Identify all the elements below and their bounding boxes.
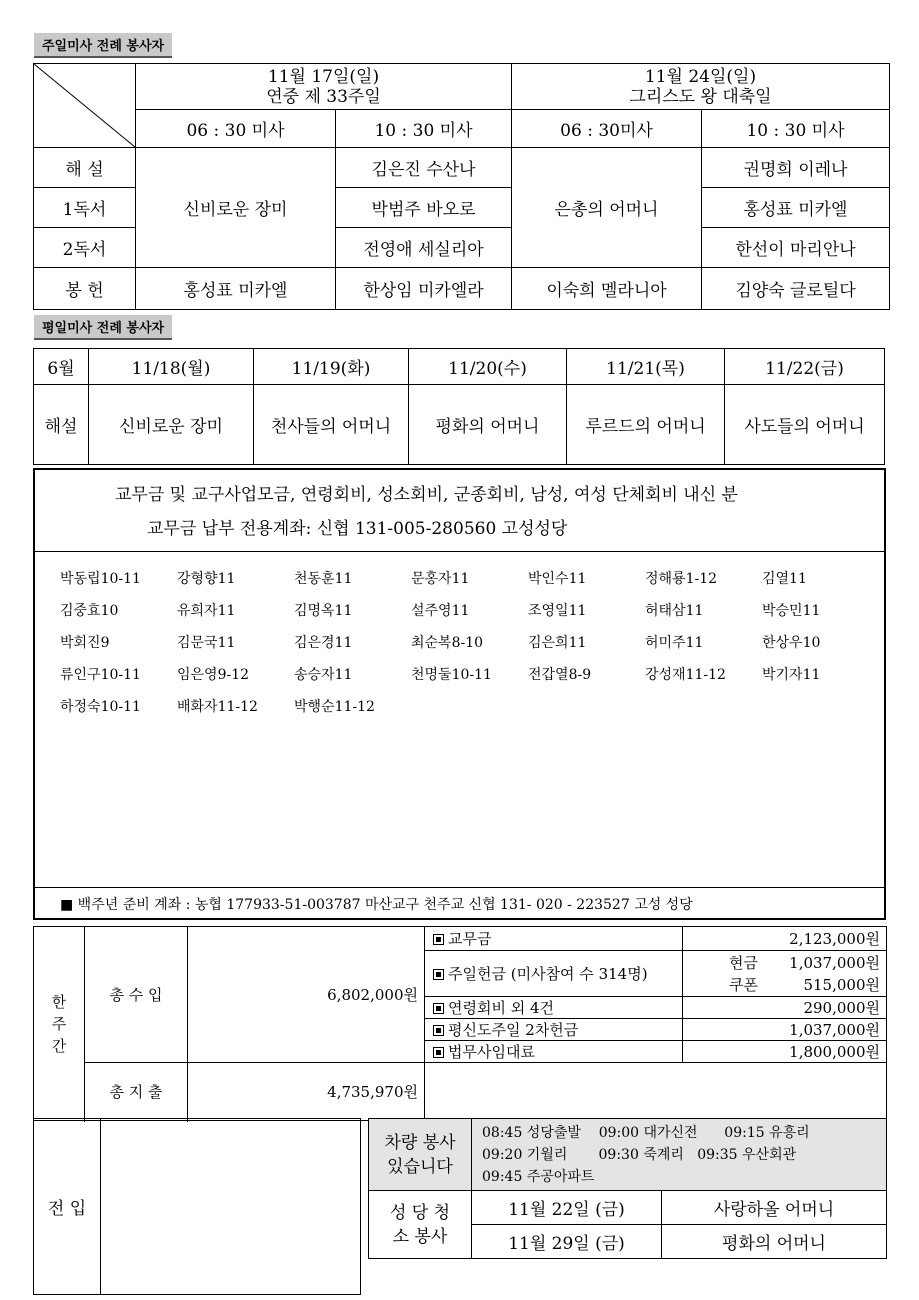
cleaning-group: 평화의 어머니 xyxy=(662,1225,887,1259)
donation-box xyxy=(33,468,886,920)
weekday-name: 루르드의 어머니 xyxy=(567,385,725,465)
donor-name: 박승민11 xyxy=(762,603,821,619)
donor-name: 최순복8-10 xyxy=(411,635,484,651)
finance-amount: 현금 1,037,000원 쿠폰 515,000원 xyxy=(683,951,887,997)
finance-item: 법무사임대료 xyxy=(425,1041,683,1063)
weekday-date: 11/19(화) xyxy=(254,349,409,385)
sunday-mass-table xyxy=(33,63,890,310)
weekday-date: 11/20(수) xyxy=(409,349,567,385)
sunday-cell: 김양숙 글로틸다 xyxy=(702,268,890,310)
vehicle-label: 차량 봉사 있습니다 xyxy=(369,1119,472,1191)
weekday-name: 신비로운 장미 xyxy=(89,385,254,465)
vehicle-schedule: 08:45 성당출발 09:00 대가신전 09:15 유흥리 09:20 기월리 09:30 죽계리 09:35 우산회관 09:45 주공아파트 xyxy=(472,1119,887,1191)
sunday-date-1: 11월 17일(일) 연중 제 33주일 xyxy=(136,64,512,110)
donor-name: 김문국11 xyxy=(177,635,236,651)
sunday-cell: 한상임 미카엘라 xyxy=(336,268,512,310)
checkbox-icon xyxy=(433,1047,444,1058)
weekday-mass-table xyxy=(33,348,885,465)
donor-name: 김명옥11 xyxy=(294,603,353,619)
donor-name: 전갑열8-9 xyxy=(528,667,592,683)
donor-name: 박행순11-12 xyxy=(294,699,375,715)
weekday-name: 평화의 어머니 xyxy=(409,385,567,465)
donor-name: 류인구10-11 xyxy=(60,667,141,683)
finance-amount: 2,123,000원 xyxy=(683,927,887,951)
income-total: 6,802,000원 xyxy=(188,927,425,1063)
role-label: 1독서 xyxy=(34,188,136,228)
donor-name: 김은경11 xyxy=(294,635,353,651)
donor-name: 김은희11 xyxy=(528,635,587,651)
mass-time-header: 10 : 30 미사 xyxy=(336,110,512,148)
weekday-date: 11/21(목) xyxy=(567,349,725,385)
finance-item: 주일헌금 (미사참여 수 314명) xyxy=(425,951,683,997)
donor-name: 유희자11 xyxy=(177,603,236,619)
sunday-section-title: 주일미사 전례 봉사자 xyxy=(34,33,172,58)
sunday-date-2: 11월 24일(일) 그리스도 왕 대축일 xyxy=(512,64,890,110)
sunday-cell: 은총의 어머니 xyxy=(512,148,702,268)
donor-name: 설주영11 xyxy=(411,603,470,619)
finance-table xyxy=(33,926,887,1121)
donor-name: 박동립10-11 xyxy=(60,571,141,587)
donation-account: 교무금 납부 전용계좌: 신협 131-005-280560 고성성당 xyxy=(147,519,568,539)
mass-time-header: 06 : 30미사 xyxy=(512,110,702,148)
finance-item: 교무금 xyxy=(425,927,683,951)
donor-name: 허태삼11 xyxy=(645,603,704,619)
donor-name: 박기자11 xyxy=(762,667,821,683)
weekday-date: 11/18(월) xyxy=(89,349,254,385)
role-label: 2독서 xyxy=(34,228,136,268)
donor-name: 강성재11-12 xyxy=(645,667,726,683)
diagonal-corner-cell xyxy=(34,64,136,148)
donor-name: 배화자11-12 xyxy=(177,699,258,715)
checkbox-icon xyxy=(433,934,444,945)
donor-name: 박인수11 xyxy=(528,571,587,587)
expense-label: 총 지 출 xyxy=(85,1063,188,1121)
donor-name: 문홍자11 xyxy=(411,571,470,587)
service-table xyxy=(368,1118,887,1259)
sunday-cell: 박범주 바오로 xyxy=(336,188,512,228)
finance-amount: 290,000원 xyxy=(683,997,887,1019)
sunday-cell: 신비로운 장미 xyxy=(136,148,336,268)
cleaning-date: 11월 22일 (금) xyxy=(472,1191,662,1225)
role-label: 해 설 xyxy=(34,148,136,188)
donor-list xyxy=(60,568,880,716)
mass-time-header: 06 : 30 미사 xyxy=(136,110,336,148)
donor-name: 김열11 xyxy=(762,571,807,587)
donor-name: 하정숙10-11 xyxy=(60,699,141,715)
donor-name: 천동훈11 xyxy=(294,571,353,587)
weekday-name: 천사들의 어머니 xyxy=(254,385,409,465)
cleaning-date: 11월 29일 (금) xyxy=(472,1225,662,1259)
income-label: 총 수 입 xyxy=(85,927,188,1063)
checkbox-icon xyxy=(433,1003,444,1014)
donor-name: 송승자11 xyxy=(294,667,353,683)
donor-name: 허미주11 xyxy=(645,635,704,651)
weekday-month: 6월 xyxy=(34,349,89,385)
donation-header xyxy=(35,470,884,552)
finance-item: 평신도주일 2차헌금 xyxy=(425,1019,683,1041)
cleaning-group: 사랑하올 어머니 xyxy=(662,1191,887,1225)
sunday-cell: 홍성표 미카엘 xyxy=(136,268,336,310)
finance-amount: 1,037,000원 xyxy=(683,1019,887,1041)
finance-empty xyxy=(425,1063,887,1121)
finance-amount: 1,800,000원 xyxy=(683,1041,887,1063)
donor-name: 강형향11 xyxy=(177,571,236,587)
donor-name: 한상우10 xyxy=(762,635,821,651)
sunday-cell: 전영애 세실리아 xyxy=(336,228,512,268)
donor-name: 조영일11 xyxy=(528,603,587,619)
donor-name: 정해룡1-12 xyxy=(645,571,718,587)
role-label: 봉 헌 xyxy=(34,268,136,310)
donation-notice: 교무금 및 교구사업모금, 연령회비, 성소회비, 군종회비, 남성, 여성 단체회비 내신 분 xyxy=(115,485,738,505)
transfer-in-table xyxy=(33,1118,361,1295)
transfer-in-content xyxy=(101,1119,361,1295)
checkbox-icon xyxy=(433,1025,444,1036)
donor-name: 천명둘10-11 xyxy=(411,667,492,683)
period-label: 한 주 간 xyxy=(34,927,85,1121)
sunday-cell: 홍성표 미카엘 xyxy=(702,188,890,228)
centennial-account: ■ 백주년 준비 계좌 : 농협 177933-51-003787 마산교구 천주교 신협 131- 020 - 223527 고성 성당 xyxy=(60,897,693,913)
donor-name: 박회진9 xyxy=(60,635,110,651)
donor-name: 임은영9-12 xyxy=(177,667,250,683)
sunday-cell: 권명희 이레나 xyxy=(702,148,890,188)
mass-time-header: 10 : 30 미사 xyxy=(702,110,890,148)
transfer-in-label: 전 입 xyxy=(34,1119,101,1295)
donor-name: 김중효10 xyxy=(60,603,119,619)
weekday-name: 사도들의 어머니 xyxy=(725,385,885,465)
checkbox-icon xyxy=(433,969,444,980)
weekday-section-title: 평일미사 전례 봉사자 xyxy=(34,315,172,340)
sunday-cell: 이숙희 멜라니아 xyxy=(512,268,702,310)
finance-item: 연령회비 외 4건 xyxy=(425,997,683,1019)
sunday-cell: 한선이 마리안나 xyxy=(702,228,890,268)
weekday-role: 해설 xyxy=(34,385,89,465)
expense-total: 4,735,970원 xyxy=(188,1063,425,1121)
sunday-cell: 김은진 수산나 xyxy=(336,148,512,188)
cleaning-label: 성 당 청소 봉사 xyxy=(369,1191,472,1259)
centennial-separator xyxy=(35,887,884,888)
weekday-date: 11/22(금) xyxy=(725,349,885,385)
